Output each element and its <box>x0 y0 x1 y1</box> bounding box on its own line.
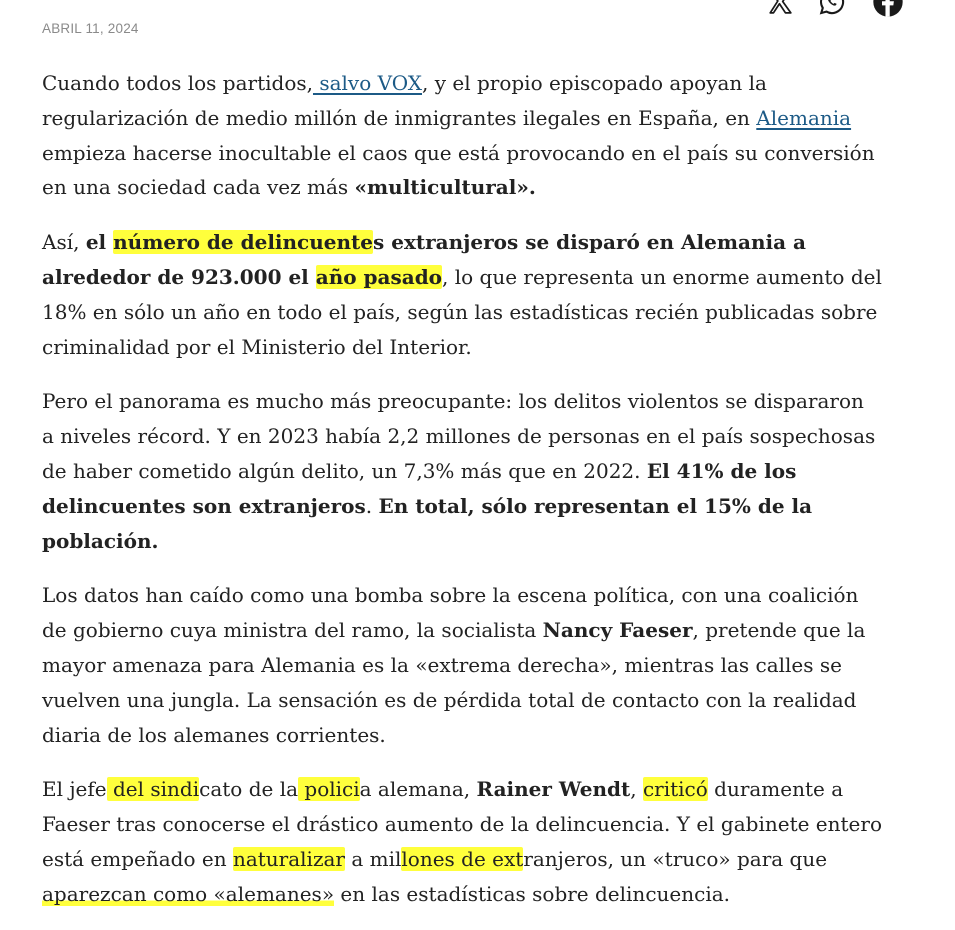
highlight-lones-de-ext: lones de ext <box>401 846 524 871</box>
text: alrededor de 923.000 el <box>42 264 316 289</box>
highlight-ano-pasado: año pasado <box>315 264 443 289</box>
text: Así, <box>42 230 86 255</box>
text: a mil <box>344 846 402 871</box>
text: Faeser tras conocerse el drástico aumento de la delincuencia. Y el gabinete entero <box>42 812 882 837</box>
text: regularización de medio millón de inmigrantes ilegales en España, en <box>42 105 757 130</box>
highlight-numero-delincuentes: número de delincuente <box>113 230 373 255</box>
text: Cuando todos los partidos, <box>42 71 313 95</box>
bold-text: En total, sólo representan el 15% de la <box>378 493 813 518</box>
text: , y el propio episcopado apoyan la <box>422 71 767 95</box>
link-salvo-vox[interactable]: salvo VOX <box>312 71 422 95</box>
text: de gobierno cuya ministra del ramo, la socialista <box>42 618 543 643</box>
bold-text: población. <box>42 528 159 553</box>
bold-rainer-wendt: Rainer Wendt <box>476 777 631 802</box>
highlight-critico: criticó <box>642 777 708 802</box>
text: 18% en sólo un año en todo el país, según las estadísticas recién publicadas sobre <box>42 299 878 324</box>
text: s extranjeros se disparó en Alemania a <box>373 230 806 255</box>
article-body <box>42 66 922 930</box>
text: El jefe <box>42 777 107 802</box>
text: de haber cometido algún delito, un 7,3% más que en 2022. <box>42 458 647 483</box>
text: . <box>365 493 379 518</box>
text: ranjeros, un «truco» para que <box>523 846 828 871</box>
text: vuelven una jungla. La sensación es de pérdida total de contacto con la realidad <box>42 687 857 712</box>
whatsapp-icon <box>818 0 846 16</box>
paragraph-4 <box>42 578 922 752</box>
article-date: ABRIL 11, 2024 <box>42 21 139 36</box>
text: , pretende que la <box>692 618 866 643</box>
text: el <box>85 230 114 255</box>
text: criminalidad por el Ministerio del Interior. <box>42 334 472 359</box>
paragraph-2 <box>42 225 922 364</box>
highlight-del-sindi: del sindi <box>106 777 200 802</box>
text: cato de la <box>199 777 299 802</box>
paragraph-5 <box>42 772 922 911</box>
share-x-button[interactable] <box>763 0 797 16</box>
text: duramente a <box>707 777 844 802</box>
paragraph-3 <box>42 384 922 558</box>
bold-nancy-faeser: Nancy Faeser <box>542 618 693 643</box>
text: diaria de los alemanes corrientes. <box>42 722 386 747</box>
bold-text: El 41% de los <box>646 458 797 483</box>
x-twitter-icon <box>767 0 793 15</box>
share-facebook-button[interactable] <box>871 0 905 16</box>
text: Los datos han caído como una bomba sobre la escena política, con una coalición <box>42 583 859 608</box>
text: a alemana, <box>359 777 477 802</box>
bold-text: delincuentes son extranjeros <box>42 493 366 518</box>
text: empieza hacerse inocultable el caos que está provocando en el país su conversión <box>42 140 875 165</box>
text: , <box>630 777 643 802</box>
text: en una sociedad cada vez más <box>42 175 355 200</box>
text: a niveles récord. Y en 2023 había 2,2 millones de personas en el país sospechosas <box>42 424 876 449</box>
text: en las estadísticas sobre delincuencia. <box>334 881 730 906</box>
paragraph-1 <box>42 66 922 205</box>
text: mayor amenaza para Alemania es la «extrema derecha», mientras las calles se <box>42 652 842 677</box>
text: está empeñado en <box>42 846 233 871</box>
highlight-polici: polici <box>298 777 360 802</box>
link-alemania[interactable]: Alemania <box>756 105 852 130</box>
bold-multicultural: «multicultural». <box>354 175 536 200</box>
text: , lo que representa un enorme aumento del <box>442 264 882 289</box>
highlight-naturalizar: naturalizar <box>232 846 345 871</box>
text: Pero el panorama es mucho más preocupante: los delitos violentos se dispararon <box>42 389 864 414</box>
share-whatsapp-button[interactable] <box>815 0 849 16</box>
highlight-aparezcan-como-alemanes: aparezcan como «alemanes» <box>42 881 335 906</box>
facebook-icon <box>872 0 904 18</box>
